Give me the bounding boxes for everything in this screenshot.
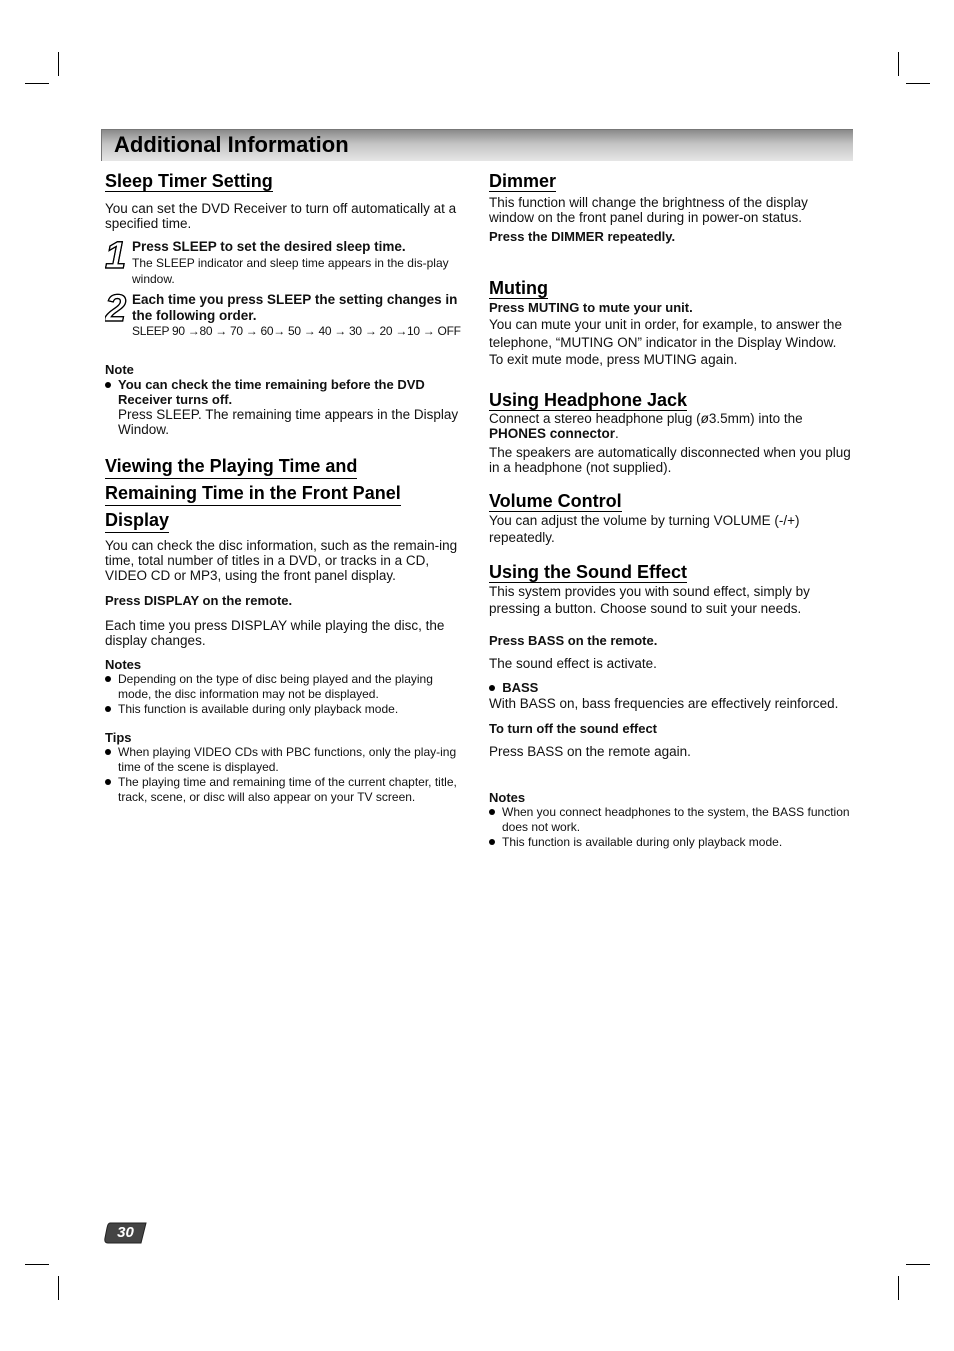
step-number-1 [105,239,129,271]
list-item: When playing VIDEO CDs with PBC functions, only the play-ing time of the scene is displayed. [105,745,467,775]
dimmer-heading: Dimmer [489,171,557,191]
list-item: The playing time and remaining time of the current chapter, title, track, scene, or disc will also appear on your TV screen. [105,775,467,805]
step-1-body: The SLEEP indicator and sleep time appears in the dis-play window. [132,256,449,286]
dimmer-press: Press the DIMMER repeatedly. [489,229,676,244]
crop-mark [58,1276,59,1300]
turn-off-text: Press BASS on the remote again. [489,743,691,759]
sound-activate: The sound effect is activate. [489,655,657,671]
crop-mark [898,1276,899,1300]
page-number: 30 [117,1224,134,1241]
step-number-2 [105,292,129,324]
sleep-sequence: SLEEP 90 →80 → 70 → 60→ 50 → 40 → 30 → 20 →10 → OFF [132,324,461,338]
headphone-text: Connect a stereo headphone plug (ø3.5mm) into the PHONES connector. [489,410,803,441]
press-bass: Press BASS on the remote. [489,632,658,648]
note-text: Press SLEEP. The remaining time appears in the Display Window. [118,407,459,437]
list-item: When you connect headphones to the system, the BASS function does not work. [489,805,851,835]
bullet-icon [489,685,495,691]
press-display: Press DISPLAY on the remote. [105,593,293,608]
svg-text:2: 2 [105,292,127,324]
crop-mark [25,83,49,84]
page-number-badge [104,1222,147,1244]
crop-mark [906,1264,930,1265]
volume-heading: Volume Control [489,490,622,511]
sound-intro: This system provides you with sound effect, simply by pressing a button. Choose sound to suit your needs. [489,583,810,616]
headphone-text-2: The speakers are automatically disconnected when you plug in a headphone (not supplied). [489,444,851,475]
sleep-intro: You can set the DVD Receiver to turn off automatically at a specified time. [105,201,457,231]
muting-heading: Muting [489,278,548,298]
notes-label: Notes [105,657,142,672]
viewing-intro: You can check the disc information, such as the remain-ing time, total number of titles in a DVD, or tracks in a CD, VIDEO CD or MP3, using the front panel display. [105,538,458,583]
dimmer-text: This function will change the brightness of the display window on the front panel during in power-on status. [489,195,808,225]
note-item [105,377,467,437]
notes-label: Notes [489,789,526,805]
muting-press: Press MUTING to mute your unit. [489,300,693,315]
diameter-icon: ø [700,410,709,426]
crop-mark [898,52,899,76]
step-1-head: Press SLEEP to set the desired sleep time. [132,239,406,254]
list-item: This function is available during only playback mode. [489,835,851,850]
sound-effect-heading: Using the Sound Effect [489,561,687,582]
viewing-heading: Viewing the Playing Time and Remaining Time in the Front Panel Display [105,453,467,534]
crop-mark [58,52,59,76]
bass-text: With BASS on, bass frequencies are effectively reinforced. [489,695,839,711]
tips-label: Tips [105,730,132,745]
bullet-icon [105,377,111,392]
list-item: This function is available during only playback mode. [105,702,467,717]
section-banner [101,129,853,161]
crop-mark [25,1264,49,1265]
each-time-text: Each time you press DISPLAY while playing the disc, the display changes. [105,618,445,648]
note-bold: You can check the time remaining before the DVD Receiver turns off. [118,377,425,407]
step-2 [105,292,467,339]
headphone-heading: Using Headphone Jack [489,389,688,410]
sleep-timer-heading: Sleep Timer Setting [105,171,273,191]
step-2-head: Each time you press SLEEP the setting changes in the following order. [132,292,458,323]
svg-text:1: 1 [105,239,127,271]
bass-label: BASS [489,680,851,695]
list-item: Depending on the type of disc being played and the playing mode, the disc information may not be displayed. [105,672,467,702]
note-label: Note [105,362,134,377]
muting-text: You can mute your unit in order, for example, to answer the telephone, “MUTING ON” indicator in the Display Window. To exit mute mode, press MUTING again. [489,317,842,367]
crop-mark [906,83,930,84]
left-column [105,170,467,805]
page-title: Additional Information [114,132,349,157]
turn-off-label: To turn off the sound effect [489,720,658,736]
volume-text: You can adjust the volume by turning VOLUME (-/+) repeatedly. [489,512,800,545]
right-column [489,170,851,850]
step-1 [105,239,467,287]
